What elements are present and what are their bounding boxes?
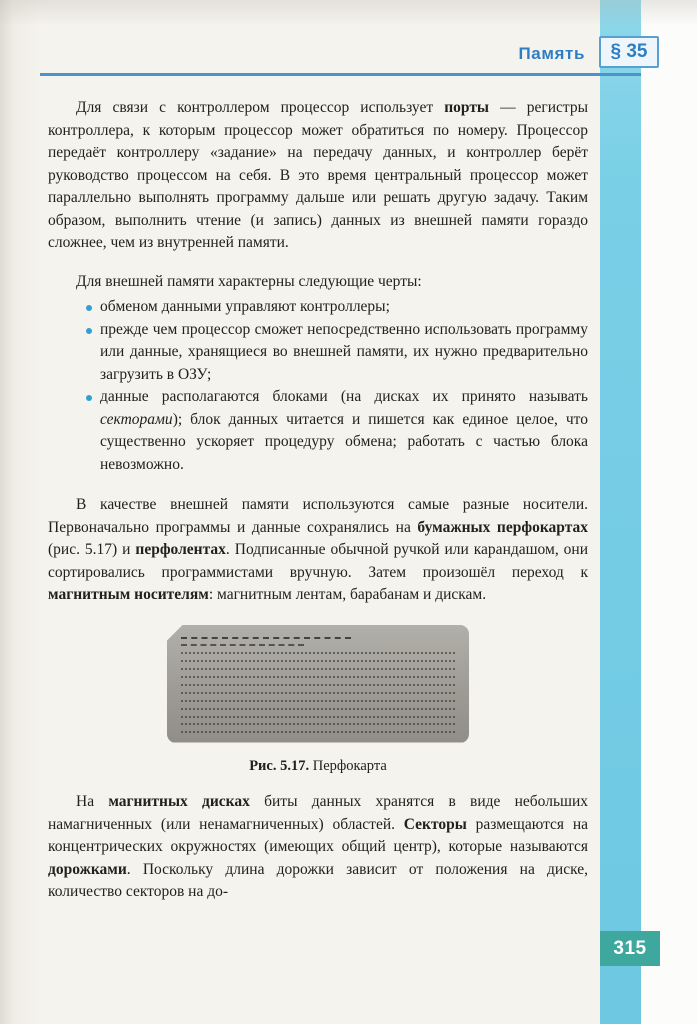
punch-card-row <box>181 644 304 646</box>
text-segment: дорожками <box>48 860 127 878</box>
page-number-box <box>600 931 660 966</box>
punch-card-row <box>181 652 455 654</box>
text-segment: магнитных дисках <box>108 793 250 810</box>
section-number-label: § 35 <box>610 41 648 62</box>
text-segment: Рис. 5.17. <box>249 757 310 774</box>
text-segment: На <box>76 793 109 810</box>
figure-caption <box>48 755 588 778</box>
figure-punch-card <box>48 625 588 778</box>
punch-card-row <box>181 723 455 725</box>
punch-card-row <box>181 700 455 702</box>
punch-card-row <box>181 637 351 639</box>
text-segment: . Поскольку длина дорожки зависит от положения на диске, количество секторов на до- <box>48 860 588 900</box>
text-segment: . Подписанные обычной ручкой или карандашом, они сортировались программистами вручную. Затем произошёл переход к <box>48 541 588 581</box>
text-segment: : магнитным лентам, барабанам и дискам. <box>208 586 487 603</box>
page-edge-strip <box>600 0 641 1024</box>
text-segment: Для внешней памяти характерны следующие черты: <box>76 272 422 290</box>
punch-card-row <box>181 708 455 710</box>
header-rule <box>40 73 641 76</box>
section-number-box <box>599 36 659 68</box>
text-segment: перфолентах <box>135 541 226 558</box>
text-segment: Перфокарта <box>309 757 387 774</box>
punch-card-row <box>181 676 455 678</box>
running-head-title: Память <box>518 44 585 63</box>
paragraph-list-intro <box>48 271 588 294</box>
punch-card-image <box>167 625 469 743</box>
text-segment: бумажных перфокартах <box>417 518 588 536</box>
paragraph-ports <box>48 97 588 255</box>
punch-card-row <box>181 692 455 694</box>
paragraph-media-history <box>48 494 588 607</box>
list-item-load-to-ram <box>48 319 588 387</box>
text-segment: — регистры контроллера, к которым процессор может обратиться по номеру. Процессор передаёт контроллеру «задание» на передачу данных, и контроллер берёт руководство процессом на себя. В это время центральный процессор может параллельно выполнять программу дальше или решать другую задачу. Таким образом, выполнить чтение (и запись) данных из внешней памяти гораздо сложнее, чем из внутренней памяти. <box>48 99 588 251</box>
text-segment: данные располагаются блоками (на дисках их принято называть <box>100 388 588 405</box>
page-outer-margin <box>641 0 697 1024</box>
punch-card-row <box>181 668 455 670</box>
text-segment: магнитным носителям <box>48 586 209 603</box>
text-segment: секторами <box>100 410 173 428</box>
text-segment: прежде чем процессор сможет непосредственно использовать программу или данные, хранящиеся во внешней памяти, их нужно предварительно загрузить в ОЗУ; <box>100 320 588 383</box>
text-segment: ); блок данных читается и пишется как единое целое, что существенно ускоряет процедуру обмена; работать с частью блока невозможно. <box>100 410 588 473</box>
page-body <box>48 97 588 904</box>
list-item-blocks-sectors <box>48 386 588 476</box>
punch-card-row <box>181 660 455 662</box>
punch-card-row <box>181 731 455 733</box>
punch-card-row <box>181 684 455 686</box>
punch-card-row <box>181 716 455 718</box>
text-segment: размещаются на концентрических окружностях (имеющих общий центр), которые называются <box>48 815 589 855</box>
page-number: 315 <box>613 937 647 959</box>
text-segment: Для связи с контроллером процессор использует <box>76 99 445 116</box>
text-segment: порты <box>444 99 490 116</box>
text-segment: Секторы <box>403 815 467 833</box>
text-segment: обменом данными управляют контроллеры; <box>100 298 390 315</box>
text-segment: биты данных хранятся в виде небольших намагниченных (или ненамагниченных) областей. <box>48 793 588 833</box>
external-memory-feature-list <box>48 296 588 476</box>
list-item-controllers <box>48 296 588 319</box>
text-segment: В качестве внешней памяти используются самые разные носители. Первоначально программы и данные сохранялись на <box>48 496 588 536</box>
text-segment: (рис. 5.17) и <box>48 541 136 558</box>
paragraph-magnetic-disks <box>48 791 588 904</box>
